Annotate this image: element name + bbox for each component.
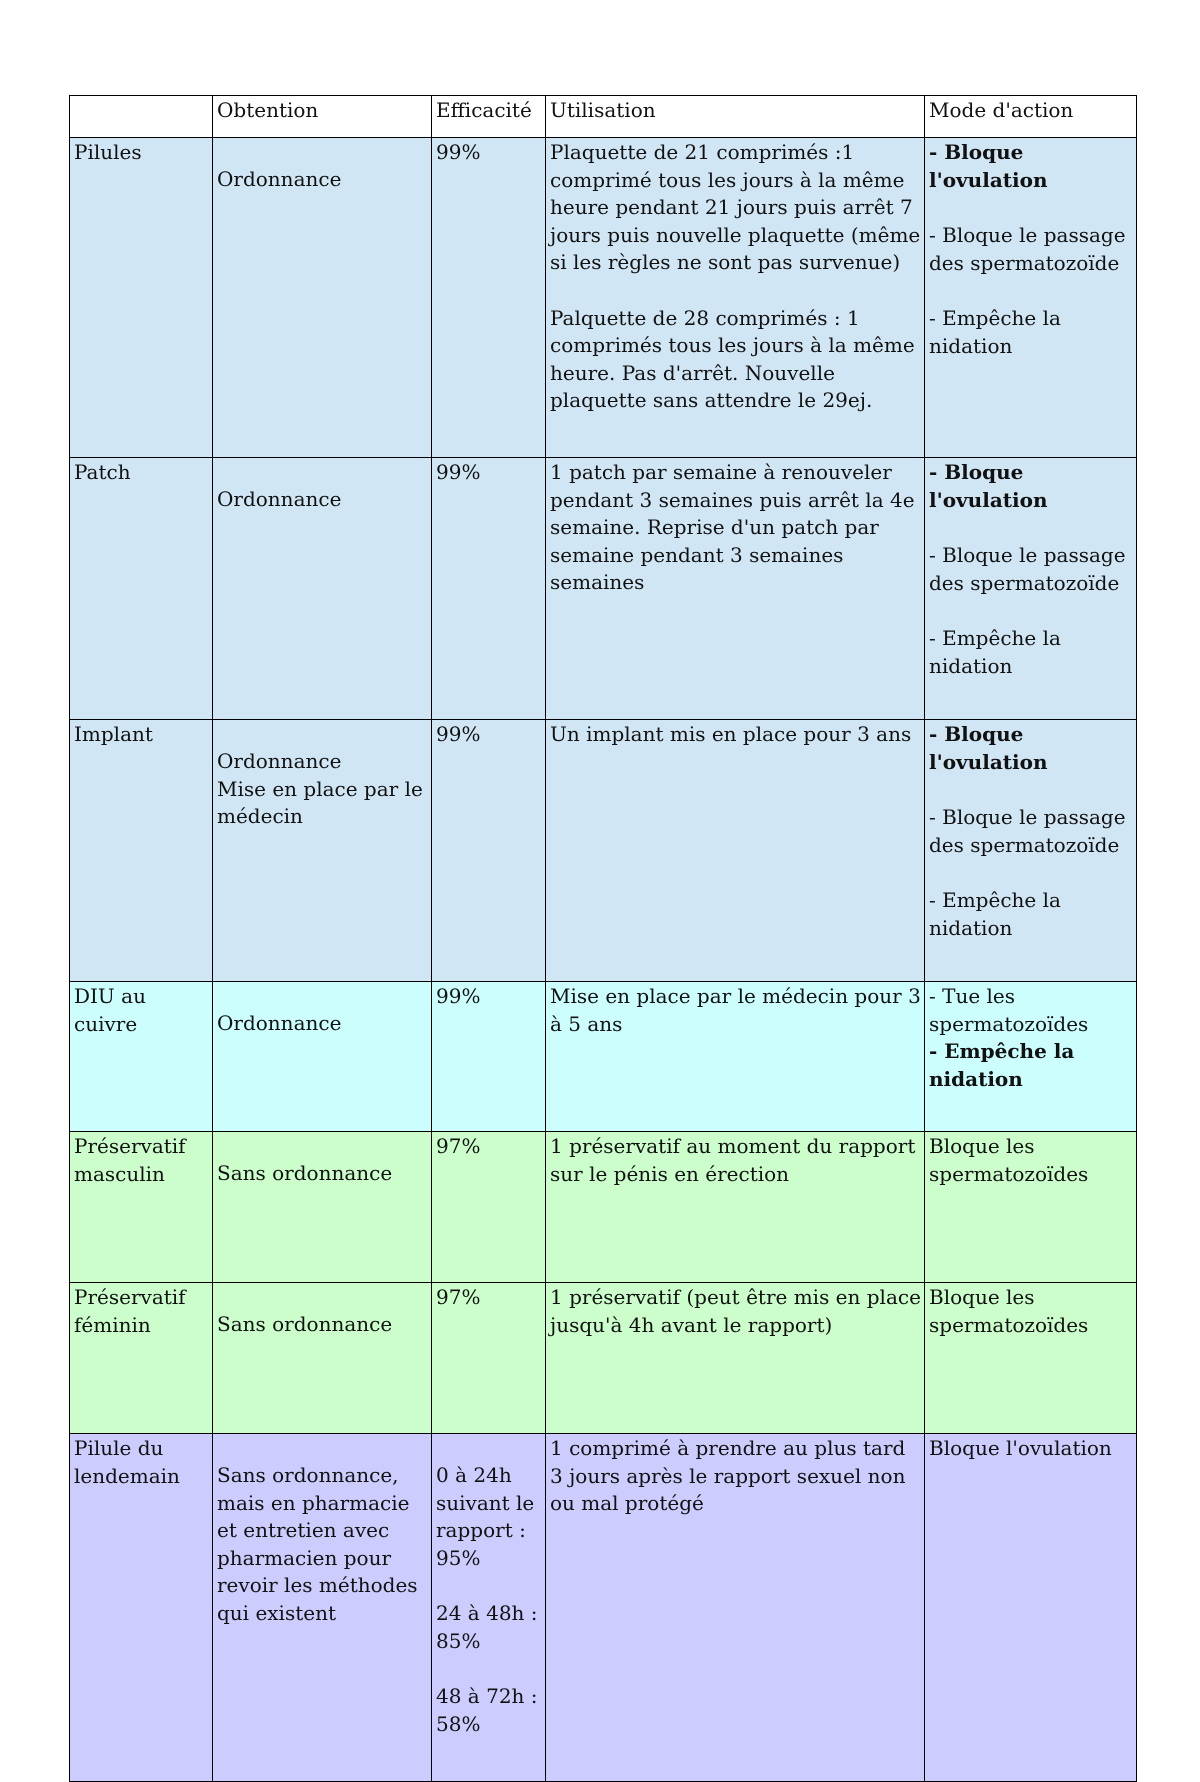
utilisation-cell: 1 préservatif au moment du rapport sur le pénis en érection [546,1132,925,1283]
table-row-patch [70,458,1137,720]
utilisation-paragraph: Plaquette de 21 comprimés :1 comprimé tous les jours à la même heure pendant 21 jours puis arrêt 7 jours puis nouvelle plaquette (même si les règles ne sont pas survenue) [550,140,921,274]
mode-action-cell: Bloque l'ovulation [925,1434,1137,1782]
table-row-preservatif-masculin [70,1132,1137,1283]
method-cell: Préservatif féminin [70,1283,213,1434]
obtention-cell: Ordonnance [213,138,432,458]
method-cell: Pilules [70,138,213,458]
mode-action-item: - Bloque l'ovulation [929,140,1048,192]
obtention-line: Mise en place par le médecin [217,776,423,828]
table-row-implant [70,720,1137,982]
method-cell: Préservatif masculin [70,1132,213,1283]
header-utilisation: Utilisation [546,96,925,138]
utilisation-paragraph: Palquette de 28 comprimés : 1 comprimés tous les jours à la même heure. Pas d'arrêt. Nouvelle plaquette sans attendre le 29ej. [550,305,915,412]
efficacite-cell: 99% [432,982,546,1132]
header-obtention: Obtention [213,96,432,138]
efficacite-cell: 99% [432,138,546,458]
mode-action-item: - Bloque le passage des spermatozoïde [929,543,1126,595]
obtention-cell: Ordonnance [213,458,432,720]
efficacite-cell: 99% [432,458,546,720]
obtention-line: Ordonnance [217,749,342,773]
mode-action-item: - Bloque le passage des spermatozoïde [929,805,1126,857]
obtention-cell: Sans ordonnance [213,1283,432,1434]
method-cell: DIU au cuivre [70,982,213,1132]
mode-action-cell [925,458,1137,720]
mode-action-item: - Empêche la nidation [929,1039,1075,1091]
mode-action-cell: Bloque les spermatozoïdes [925,1132,1137,1283]
mode-action-cell: Bloque les spermatozoïdes [925,1283,1137,1434]
utilisation-cell: 1 préservatif (peut être mis en place jusqu'à 4h avant le rapport) [546,1283,925,1434]
utilisation-cell: 1 patch par semaine à renouveler pendant 3 semaines puis arrêt la 4e semaine. Reprise d'un patch par semaine pendant 3 semaines semaines [546,458,925,720]
method-cell: Patch [70,458,213,720]
obtention-cell [213,720,432,982]
contraception-table [69,95,1137,1782]
utilisation-cell: 1 comprimé à prendre au plus tard 3 jours après le rapport sexuel non ou mal protégé [546,1434,925,1782]
utilisation-cell [546,138,925,458]
table-row-pilule-lendemain [70,1434,1137,1782]
mode-action-item: - Bloque l'ovulation [929,460,1048,512]
table-row-diu [70,982,1137,1132]
method-cell: Pilule du lendemain [70,1434,213,1782]
header-mode-action: Mode d'action [925,96,1137,138]
mode-action-cell [925,982,1137,1132]
efficacite-cell: 97% [432,1132,546,1283]
mode-action-item: - Tue les spermatozoïdes [929,984,1089,1036]
mode-action-cell [925,720,1137,982]
method-cell: Implant [70,720,213,982]
header-efficacite: Efficacité [432,96,546,138]
mode-action-item: - Empêche la nidation [929,306,1061,358]
utilisation-cell: Un implant mis en place pour 3 ans [546,720,925,982]
obtention-cell: Sans ordonnance [213,1132,432,1283]
obtention-cell: Sans ordonnance, mais en pharmacie et entretien avec pharmacien pour revoir les méthodes qui existent [213,1434,432,1782]
mode-action-item: - Empêche la nidation [929,626,1061,678]
table-row-preservatif-feminin [70,1283,1137,1434]
mode-action-cell [925,138,1137,458]
efficacite-cell: 99% [432,720,546,982]
efficacite-line: 0 à 24h suivant le rapport : 95% [436,1463,535,1570]
efficacite-line: 48 à 72h : 58% [436,1684,538,1736]
efficacite-cell [432,1434,546,1782]
header-row [70,96,1137,138]
utilisation-cell: Mise en place par le médecin pour 3 à 5 ans [546,982,925,1132]
table-row-pilules [70,138,1137,458]
mode-action-item: - Bloque l'ovulation [929,722,1048,774]
mode-action-item: - Empêche la nidation [929,888,1061,940]
mode-action-item: - Bloque le passage des spermatozoïde [929,223,1126,275]
header-empty [70,96,213,138]
efficacite-line: 24 à 48h : 85% [436,1601,538,1653]
efficacite-cell: 97% [432,1283,546,1434]
obtention-cell: Ordonnance [213,982,432,1132]
